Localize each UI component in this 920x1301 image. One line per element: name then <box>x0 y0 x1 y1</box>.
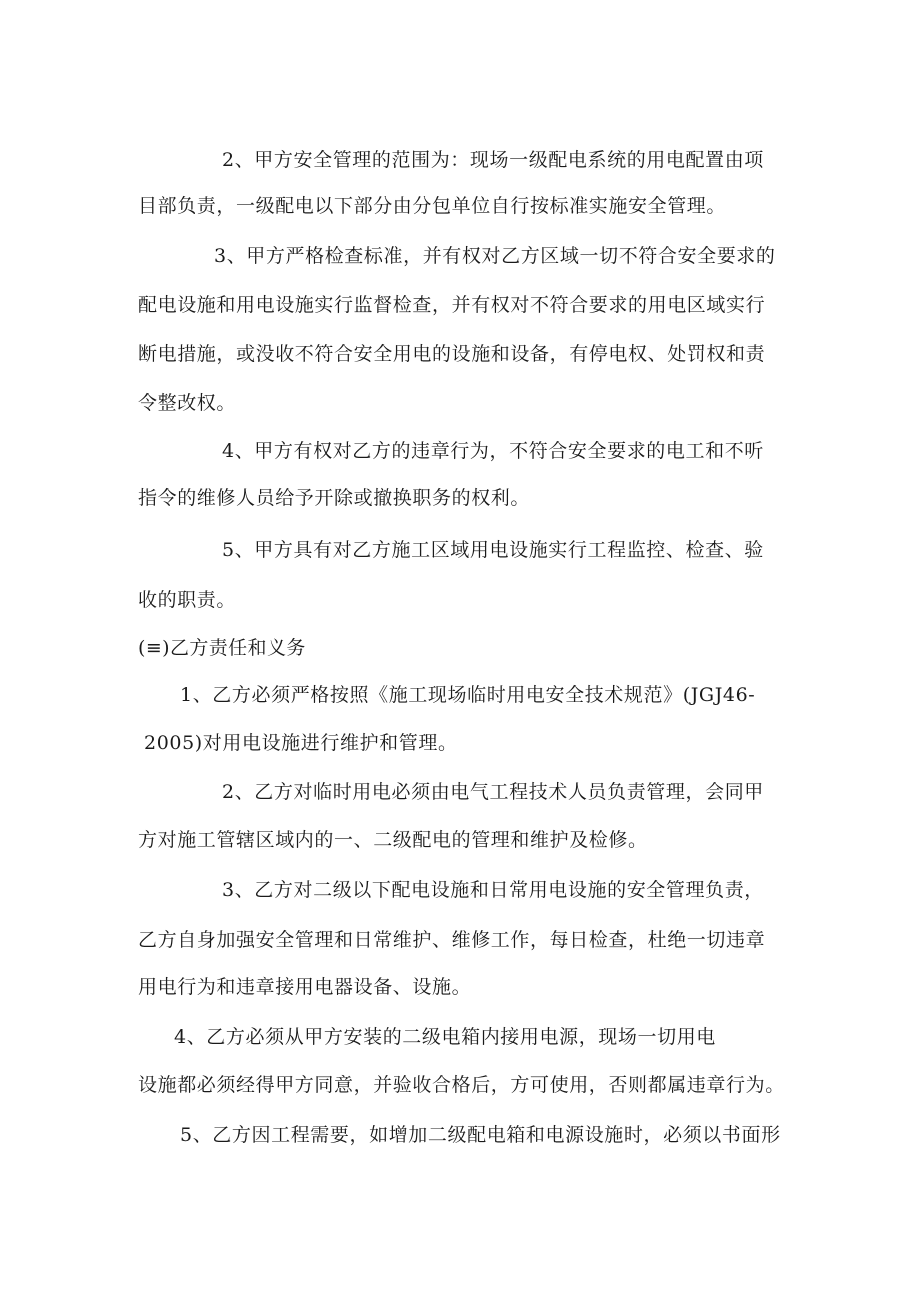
text-line: 用电行为和违章接用电器设备、设施。 <box>138 976 472 998</box>
text-line: 乙方自身加强安全管理和日常维护、维修工作，每日检查，杜绝一切违章 <box>138 929 766 951</box>
text-line: 2、甲方安全管理的范围为：现场一级配电系统的用电配置由项 <box>222 149 764 171</box>
text-line: 1、乙方必须严格按照《施工现场临时用电安全技术规范》(JGJ46- <box>180 684 756 706</box>
text-line: 配电设施和用电设施实行监督检查，并有权对不符合要求的用电区域实行 <box>138 294 766 316</box>
text-line: 3、乙方对二级以下配电设施和日常用电设施的安全管理负责， <box>222 879 764 901</box>
text-line: 4、乙方必须从甲方安装的二级电箱内接用电源，现场一切用电 <box>174 1026 716 1048</box>
section-heading: (≡)乙方责任和义务 <box>138 637 306 659</box>
text-line: 5、乙方因工程需要，如增加二级配电箱和电源设施时，必须以书面形 <box>180 1124 781 1146</box>
text-line: 设施都必须经得甲方同意，并验收合格后，方可使用，否则都属违章行为。 <box>138 1074 785 1096</box>
text-line: 断电措施，或没收不符合安全用电的设施和设备，有停电权、处罚权和责 <box>138 343 766 365</box>
text-line: 3、甲方严格检查标准，并有权对乙方区域一切不符合安全要求的 <box>214 245 776 267</box>
text-line: 收的职责。 <box>138 589 237 611</box>
text-line: 令整改权。 <box>138 392 237 414</box>
text-line: 指令的维修人员给予开除或撤换职务的权利。 <box>138 487 531 509</box>
text-line: 方对施工管辖区域内的一、二级配电的管理和维护及检修。 <box>138 829 648 851</box>
text-line: 2005)对用电设施进行维护和管理。 <box>144 732 458 754</box>
text-line: 目部负责，一级配电以下部分由分包单位自行按标准实施安全管理。 <box>138 195 727 217</box>
text-line: 4、甲方有权对乙方的违章行为，不符合安全要求的电工和不听 <box>222 440 764 462</box>
text-line: 5、甲方具有对乙方施工区域用电设施实行工程监控、检查、验 <box>222 539 764 561</box>
text-line: 2、乙方对临时用电必须由电气工程技术人员负责管理，会同甲 <box>222 781 764 803</box>
